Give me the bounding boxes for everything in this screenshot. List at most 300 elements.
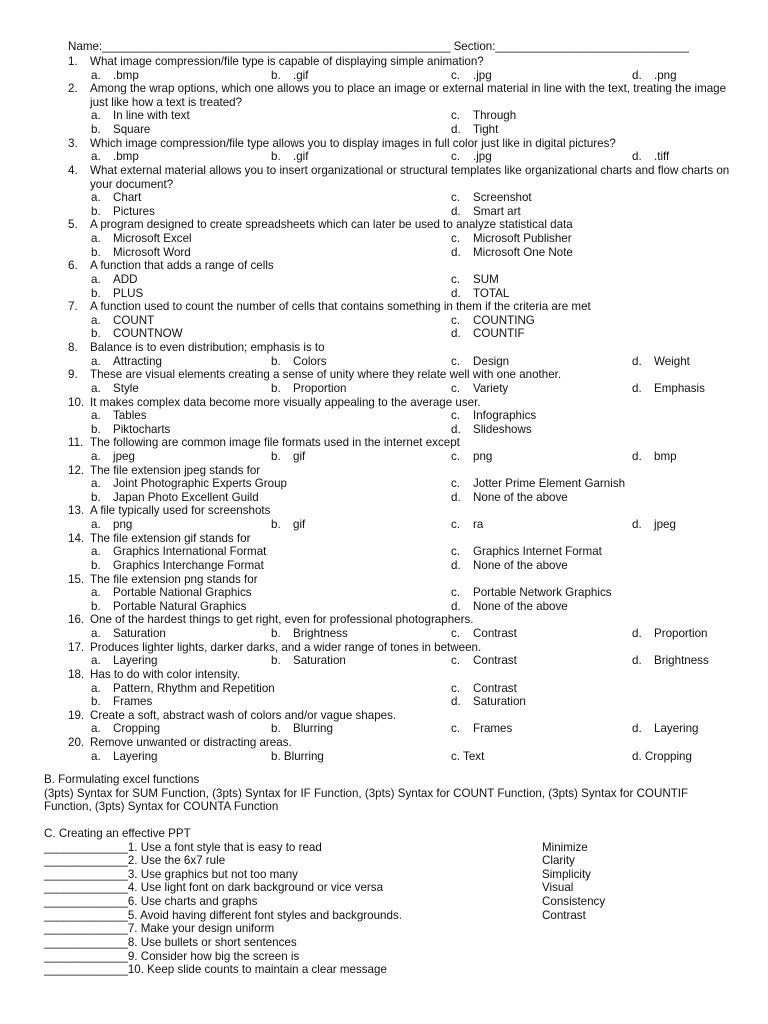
option-letter: c. bbox=[451, 477, 461, 491]
option-12-2[interactable] bbox=[91, 491, 259, 505]
option-letter: d. bbox=[632, 654, 642, 668]
section-c-title: C. Creating an effective PPT bbox=[44, 827, 191, 840]
option-text: Portable Natural Graphics bbox=[113, 599, 247, 613]
option-text: Proportion bbox=[293, 381, 347, 395]
option-letter: d. bbox=[632, 68, 642, 82]
option-1-3[interactable] bbox=[632, 69, 677, 83]
option-letter: b. bbox=[271, 518, 281, 532]
option-letter: a. bbox=[91, 381, 101, 395]
option-9-3[interactable] bbox=[632, 382, 705, 396]
option-text: Brightness bbox=[654, 654, 709, 668]
option-18-1[interactable] bbox=[451, 682, 517, 696]
ppt-item-text: 10. Keep slide counts to maintain a clear message bbox=[127, 963, 387, 977]
option-letter: d. bbox=[632, 150, 642, 164]
option-text: Microsoft Excel bbox=[113, 232, 192, 246]
option-8-2[interactable] bbox=[451, 355, 509, 369]
option-10-0[interactable] bbox=[91, 409, 147, 423]
option-letter: a. bbox=[91, 354, 101, 368]
option-letter: d. bbox=[632, 381, 642, 395]
option-11-0[interactable] bbox=[91, 450, 135, 464]
option-14-1[interactable] bbox=[451, 545, 602, 559]
option-text: b. Blurring bbox=[271, 749, 324, 763]
option-18-3[interactable] bbox=[451, 695, 526, 709]
option-17-2[interactable] bbox=[451, 654, 517, 668]
option-16-3[interactable] bbox=[632, 627, 708, 641]
option-9-1[interactable] bbox=[271, 382, 347, 396]
option-text: Graphics Internet Format bbox=[473, 545, 602, 559]
answer-blank[interactable]: _____________ bbox=[44, 922, 128, 936]
option-letter: c. bbox=[451, 409, 461, 423]
option-text: Piktocharts bbox=[113, 422, 171, 436]
option-10-3[interactable] bbox=[451, 423, 532, 437]
ppt-item-text: 6. Use charts and graphs bbox=[127, 895, 258, 909]
option-letter: b. bbox=[91, 245, 101, 259]
option-letter: c. bbox=[451, 681, 461, 695]
option-5-0[interactable] bbox=[91, 232, 192, 246]
option-10-2[interactable] bbox=[91, 423, 170, 437]
question-text: It makes complex data become more visually appealing to the average user. bbox=[90, 395, 481, 409]
question-number: 20. bbox=[68, 736, 85, 749]
option-14-3[interactable] bbox=[451, 559, 568, 573]
option-6-0[interactable] bbox=[91, 273, 137, 287]
question-text: A program designed to create spreadsheets which can later be used to analyze statistical data bbox=[90, 218, 573, 232]
question-number: 7. bbox=[68, 300, 78, 314]
option-16-1[interactable] bbox=[271, 627, 348, 641]
option-letter: d. bbox=[451, 695, 461, 709]
question-number: 8. bbox=[68, 341, 78, 355]
option-letter: a. bbox=[91, 449, 101, 463]
option-1-0[interactable] bbox=[91, 69, 139, 83]
option-4-0[interactable] bbox=[91, 191, 141, 205]
option-6-3[interactable] bbox=[451, 287, 509, 301]
option-letter: b. bbox=[271, 68, 281, 82]
option-letter: d. bbox=[451, 123, 461, 137]
option-text: Square bbox=[113, 123, 151, 137]
option-text: .tiff bbox=[654, 150, 670, 164]
question-number: 4. bbox=[68, 163, 78, 177]
question-number: 12. bbox=[68, 463, 85, 477]
option-letter: a. bbox=[91, 191, 101, 205]
option-text: Saturation bbox=[473, 695, 526, 709]
question-text: A function that adds a range of cells bbox=[90, 259, 274, 273]
option-letter: a. bbox=[91, 749, 101, 763]
option-19-2[interactable] bbox=[451, 722, 512, 736]
option-8-3[interactable] bbox=[632, 355, 690, 369]
option-letter: a. bbox=[91, 232, 101, 246]
option-13-1[interactable] bbox=[271, 518, 305, 532]
option-text: Style bbox=[113, 381, 139, 395]
option-text: Graphics Interchange Format bbox=[113, 558, 264, 572]
option-4-2[interactable] bbox=[91, 205, 155, 219]
question-number: 2. bbox=[68, 82, 78, 96]
answer-blank[interactable]: _____________ bbox=[44, 867, 128, 881]
option-text: COUNT bbox=[113, 313, 155, 327]
option-letter: d. bbox=[632, 449, 642, 463]
option-text: TOTAL bbox=[473, 286, 510, 300]
option-letter: c. bbox=[451, 518, 461, 532]
option-letter: d. bbox=[451, 422, 461, 436]
question-number: 11. bbox=[68, 436, 84, 450]
option-3-0[interactable] bbox=[91, 150, 139, 164]
option-letter: b. bbox=[271, 627, 281, 641]
option-11-1[interactable] bbox=[271, 450, 305, 464]
option-5-3[interactable] bbox=[451, 246, 573, 260]
option-9-2[interactable] bbox=[451, 382, 508, 396]
option-17-1[interactable] bbox=[271, 654, 346, 668]
option-letter: b. bbox=[91, 695, 101, 709]
option-20-3[interactable] bbox=[632, 750, 692, 764]
option-text: Emphasis bbox=[654, 381, 705, 395]
question-text: A function used to count the number of cells that contains something in them if the criteria are met bbox=[90, 300, 591, 314]
option-letter: c. bbox=[451, 354, 461, 368]
option-letter: a. bbox=[91, 272, 101, 286]
ppt-item-4 bbox=[44, 881, 383, 895]
option-text: Pattern, Rhythm and Repetition bbox=[113, 681, 275, 695]
option-text: None of the above bbox=[473, 558, 568, 572]
option-text: png bbox=[473, 449, 493, 463]
question-number: 6. bbox=[68, 259, 78, 273]
option-5-2[interactable] bbox=[91, 246, 191, 260]
answer-blank[interactable]: _____________ bbox=[44, 881, 128, 895]
option-letter: c. bbox=[451, 654, 461, 668]
option-15-3[interactable] bbox=[451, 600, 568, 614]
option-letter: b. bbox=[271, 354, 281, 368]
option-text: Layering bbox=[113, 749, 158, 763]
option-text: Smart art bbox=[473, 204, 521, 218]
answer-blank[interactable]: _____________ bbox=[44, 840, 128, 854]
option-text: SUM bbox=[473, 272, 499, 286]
question-text: What image compression/file type is capable of displaying simple animation? bbox=[90, 55, 484, 68]
option-text: Graphics International Format bbox=[113, 545, 267, 559]
option-letter: d. bbox=[632, 354, 642, 368]
option-text: .gif bbox=[293, 150, 309, 164]
option-text: Contrast bbox=[473, 681, 517, 695]
option-letter: b. bbox=[91, 327, 101, 341]
question-text: Has to do with color intensity. bbox=[90, 667, 240, 681]
option-text: png bbox=[113, 518, 133, 532]
option-text: COUNTING bbox=[473, 313, 535, 327]
option-text: c. Text bbox=[451, 749, 485, 763]
question-text: These are visual elements creating a sense of unity where they relate well with one another. bbox=[90, 368, 562, 382]
option-text: Infographics bbox=[473, 409, 537, 423]
question-text: Remove unwanted or distracting areas. bbox=[90, 736, 292, 749]
option-15-2[interactable] bbox=[91, 600, 246, 614]
option-12-3[interactable] bbox=[451, 491, 568, 505]
option-13-2[interactable] bbox=[451, 518, 483, 532]
option-letter: d. bbox=[451, 286, 461, 300]
option-18-0[interactable] bbox=[91, 682, 275, 696]
option-text: In line with text bbox=[113, 109, 190, 123]
option-letter: c. bbox=[451, 272, 461, 286]
header-line bbox=[68, 40, 689, 54]
option-11-2[interactable] bbox=[451, 450, 492, 464]
answer-blank[interactable]: _____________ bbox=[44, 895, 128, 909]
option-letter: b. bbox=[271, 654, 281, 668]
option-letter: d. bbox=[632, 627, 642, 641]
option-16-2[interactable] bbox=[451, 627, 517, 641]
option-letter: a. bbox=[91, 518, 101, 532]
option-19-3[interactable] bbox=[632, 722, 698, 736]
option-letter: b. bbox=[91, 204, 101, 218]
answer-blank[interactable]: _____________ bbox=[44, 854, 128, 868]
option-text: Joint Photographic Experts Group bbox=[113, 477, 288, 491]
option-text: d. Cropping bbox=[632, 749, 692, 763]
option-20-0[interactable] bbox=[91, 750, 157, 764]
question-number: 1. bbox=[68, 55, 78, 68]
option-text: Tight bbox=[473, 123, 499, 137]
option-text: Japan Photo Excellent Guild bbox=[113, 490, 259, 504]
option-letter: c. bbox=[451, 722, 461, 736]
option-17-3[interactable] bbox=[632, 654, 709, 668]
option-18-2[interactable] bbox=[91, 695, 152, 709]
ppt-choice: Minimize bbox=[542, 840, 588, 854]
ppt-item-8 bbox=[44, 936, 297, 950]
question-number: 16. bbox=[68, 613, 85, 627]
question-text: Which image compression/file type allows you to display images in full color just like in digital pictures? bbox=[90, 136, 616, 150]
option-text: Microsoft Publisher bbox=[473, 232, 572, 246]
option-letter: b. bbox=[271, 150, 281, 164]
ppt-item-2 bbox=[44, 854, 225, 868]
option-letter: a. bbox=[91, 545, 101, 559]
option-text: .png bbox=[654, 68, 677, 82]
name-blank[interactable]: ______________________________________________________ bbox=[102, 40, 451, 53]
ppt-item-3 bbox=[44, 868, 298, 882]
option-letter: c. bbox=[451, 313, 461, 327]
option-letter: a. bbox=[91, 109, 101, 123]
ppt-choice: Consistency bbox=[542, 895, 606, 909]
question-text: The file extension png stands for bbox=[90, 572, 258, 586]
option-text: Microsoft One Note bbox=[473, 245, 573, 259]
question-text: Produces lighter lights, darker darks, and a wider range of tones in between. bbox=[90, 640, 482, 654]
option-letter: b. bbox=[91, 599, 101, 613]
option-text: Chart bbox=[113, 191, 142, 205]
option-20-2[interactable] bbox=[451, 750, 484, 764]
option-letter: c. bbox=[451, 545, 461, 559]
option-letter: b. bbox=[91, 558, 101, 572]
option-text: COUNTIF bbox=[473, 327, 525, 341]
option-text: gif bbox=[293, 449, 306, 463]
question-number: 15. bbox=[68, 572, 85, 586]
option-13-0[interactable] bbox=[91, 518, 132, 532]
ppt-item-text: 2. Use the 6x7 rule bbox=[127, 854, 226, 868]
question-text: The following are common image file formats used in the internet except bbox=[90, 436, 460, 450]
question-number: 13. bbox=[68, 504, 85, 518]
option-7-2[interactable] bbox=[91, 327, 183, 341]
option-11-3[interactable] bbox=[632, 450, 677, 464]
option-letter: b. bbox=[91, 123, 101, 137]
option-17-0[interactable] bbox=[91, 654, 157, 668]
option-text: PLUS bbox=[113, 286, 144, 300]
option-text: Pictures bbox=[113, 204, 155, 218]
option-14-2[interactable] bbox=[91, 559, 264, 573]
option-text: Slideshows bbox=[473, 422, 532, 436]
question-number: 10. bbox=[68, 395, 85, 409]
option-letter: a. bbox=[91, 586, 101, 600]
ppt-choice: Clarity bbox=[542, 854, 575, 868]
option-text: Brightness bbox=[293, 627, 348, 641]
question-text: What external material allows you to insert organizational or structural templates like organizational charts and flow charts on your document? bbox=[90, 163, 730, 191]
option-text: Jotter Prime Element Garnish bbox=[473, 477, 626, 491]
question-text: One of the hardest things to get right, even for professional photographers. bbox=[90, 613, 474, 627]
option-text: Proportion bbox=[654, 627, 708, 641]
ppt-item-5 bbox=[44, 895, 257, 909]
option-2-2[interactable] bbox=[91, 123, 150, 137]
option-letter: d. bbox=[451, 599, 461, 613]
answer-blank[interactable]: _____________ bbox=[44, 935, 128, 949]
option-4-3[interactable] bbox=[451, 205, 521, 219]
option-letter: d. bbox=[451, 327, 461, 341]
answer-blank[interactable]: _____________ bbox=[44, 908, 128, 922]
option-3-2[interactable] bbox=[451, 150, 492, 164]
option-letter: a. bbox=[91, 722, 101, 736]
ppt-choice: Visual bbox=[542, 881, 574, 895]
option-text: Colors bbox=[293, 354, 327, 368]
option-letter: a. bbox=[91, 409, 101, 423]
option-3-3[interactable] bbox=[632, 150, 669, 164]
option-letter: b. bbox=[91, 490, 101, 504]
question-text: Balance is to even distribution; emphasis is to bbox=[90, 341, 325, 355]
option-text: None of the above bbox=[473, 599, 568, 613]
section-b-title: B. Formulating excel functions bbox=[44, 773, 200, 786]
ppt-item-text: 9. Consider how big the screen is bbox=[127, 949, 300, 963]
option-20-1[interactable] bbox=[271, 750, 324, 764]
option-text: Frames bbox=[473, 722, 513, 736]
option-3-1[interactable] bbox=[271, 150, 308, 164]
ppt-item-text: 1. Use a font style that is easy to read bbox=[127, 840, 322, 854]
option-letter: d. bbox=[451, 204, 461, 218]
option-letter: a. bbox=[91, 477, 101, 491]
option-text: .jpg bbox=[473, 150, 492, 164]
question-text: A file typically used for screenshots bbox=[90, 504, 271, 518]
option-text: jpeg bbox=[113, 449, 135, 463]
question-text: Create a soft, abstract wash of colors and/or vague shapes. bbox=[90, 708, 397, 722]
option-text: .gif bbox=[293, 68, 309, 82]
option-4-1[interactable] bbox=[451, 191, 532, 205]
option-text: Layering bbox=[113, 654, 158, 668]
option-2-0[interactable] bbox=[91, 109, 190, 123]
option-letter: d. bbox=[632, 518, 642, 532]
option-10-1[interactable] bbox=[451, 409, 536, 423]
option-text: Variety bbox=[473, 381, 509, 395]
answer-blank[interactable]: _____________ bbox=[44, 963, 128, 977]
option-text: Saturation bbox=[293, 654, 346, 668]
option-text: .jpg bbox=[473, 68, 492, 82]
option-letter: c. bbox=[451, 586, 461, 600]
option-letter: d. bbox=[451, 245, 461, 259]
ppt-item-1 bbox=[44, 841, 322, 855]
option-letter: b. bbox=[271, 449, 281, 463]
option-6-1[interactable] bbox=[451, 273, 499, 287]
option-letter: b. bbox=[91, 422, 101, 436]
option-text: Contrast bbox=[473, 627, 517, 641]
option-text: Attracting bbox=[113, 354, 162, 368]
question-text: The file extension jpeg stands for bbox=[90, 463, 261, 477]
option-letter: c. bbox=[451, 381, 461, 395]
ppt-choice: Simplicity bbox=[542, 867, 591, 881]
question-number: 17. bbox=[68, 640, 85, 654]
option-text: Portable Network Graphics bbox=[473, 586, 612, 600]
option-text: Cropping bbox=[113, 722, 161, 736]
option-19-0[interactable] bbox=[91, 722, 160, 736]
question-number: 19. bbox=[68, 708, 85, 722]
name-label: Name: bbox=[68, 40, 103, 53]
option-12-1[interactable] bbox=[451, 477, 625, 491]
section-blank[interactable]: ______________________________ bbox=[495, 40, 689, 53]
question-text: Among the wrap options, which one allows you to place an image or external material in line with the text, treating the image just like how a text is treated? bbox=[90, 82, 727, 109]
ppt-item-10 bbox=[44, 963, 387, 977]
option-letter: b. bbox=[91, 286, 101, 300]
option-text: jpeg bbox=[654, 518, 676, 532]
option-7-1[interactable] bbox=[451, 314, 535, 328]
ppt-item-text: 7. Make your design uniform bbox=[127, 922, 275, 936]
section-label: Section: bbox=[453, 40, 496, 53]
option-letter: d. bbox=[451, 490, 461, 504]
option-7-3[interactable] bbox=[451, 327, 525, 341]
answer-blank[interactable]: _____________ bbox=[44, 949, 128, 963]
option-letter: a. bbox=[91, 313, 101, 327]
ppt-item-text: 4. Use light font on dark background or vice versa bbox=[127, 881, 384, 895]
option-letter: b. bbox=[271, 381, 281, 395]
question-number: 14. bbox=[68, 531, 85, 545]
option-letter: a. bbox=[91, 68, 101, 82]
ppt-item-text: 8. Use bullets or short sentences bbox=[127, 935, 297, 949]
option-text: Tables bbox=[113, 409, 147, 423]
option-text: gif bbox=[293, 518, 306, 532]
option-15-1[interactable] bbox=[451, 586, 612, 600]
option-13-3[interactable] bbox=[632, 518, 676, 532]
option-text: Through bbox=[473, 109, 517, 123]
option-1-1[interactable] bbox=[271, 69, 308, 83]
option-14-0[interactable] bbox=[91, 545, 266, 559]
option-15-0[interactable] bbox=[91, 586, 252, 600]
option-12-0[interactable] bbox=[91, 477, 287, 491]
section-b-body: (3pts) Syntax for SUM Function, (3pts) Syntax for IF Function, (3pts) Syntax for COUNT Function, (3pts) Syntax for COUNTIF Function, (3pts) Syntax for COUNTA Function bbox=[44, 786, 689, 814]
option-letter: c. bbox=[451, 150, 461, 164]
option-2-1[interactable] bbox=[451, 109, 516, 123]
question-text: The file extension gif stands for bbox=[90, 531, 251, 545]
option-text: Weight bbox=[654, 354, 690, 368]
ppt-item-9 bbox=[44, 950, 299, 964]
question-number: 5. bbox=[68, 218, 78, 232]
option-16-0[interactable] bbox=[91, 627, 166, 641]
option-8-1[interactable] bbox=[271, 355, 327, 369]
option-5-1[interactable] bbox=[451, 232, 572, 246]
option-letter: c. bbox=[451, 68, 461, 82]
option-letter: a. bbox=[91, 627, 101, 641]
option-6-2[interactable] bbox=[91, 287, 143, 301]
option-text: Blurring bbox=[293, 722, 333, 736]
option-7-0[interactable] bbox=[91, 314, 154, 328]
question-number: 3. bbox=[68, 136, 78, 150]
option-8-0[interactable] bbox=[91, 355, 162, 369]
ppt-item-7 bbox=[44, 922, 274, 936]
option-2-3[interactable] bbox=[451, 123, 498, 137]
question-number: 18. bbox=[68, 667, 85, 681]
option-letter: d. bbox=[632, 722, 642, 736]
option-text: Portable National Graphics bbox=[113, 586, 252, 600]
option-19-1[interactable] bbox=[271, 722, 333, 736]
option-9-0[interactable] bbox=[91, 382, 139, 396]
option-text: ra bbox=[473, 518, 484, 532]
option-text: Frames bbox=[113, 695, 153, 709]
ppt-item-text: 5. Avoid having different font styles and backgrounds. bbox=[127, 908, 402, 922]
option-letter: c. bbox=[451, 449, 461, 463]
option-letter: d. bbox=[451, 558, 461, 572]
option-1-2[interactable] bbox=[451, 69, 492, 83]
option-text: .bmp bbox=[113, 150, 139, 164]
option-text: ADD bbox=[113, 272, 138, 286]
option-letter: c. bbox=[451, 109, 461, 123]
